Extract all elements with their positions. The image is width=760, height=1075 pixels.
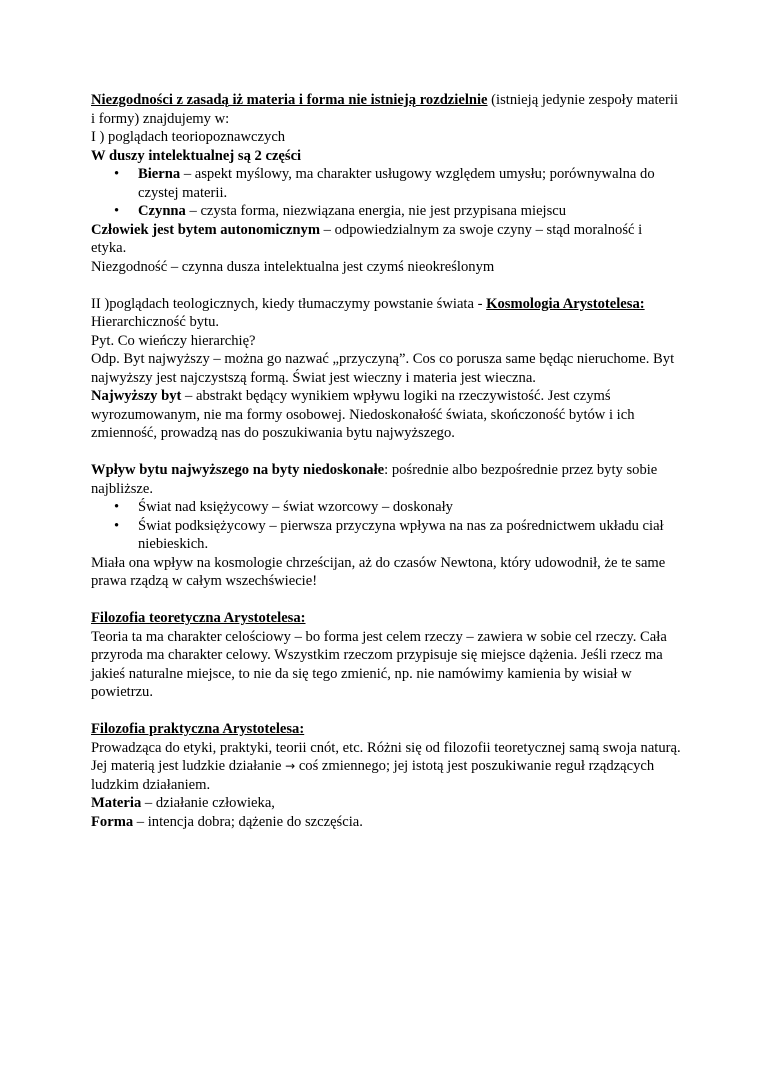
- list-item: • Świat podksiężycowy – pierwsza przyczyna wpływa na nas za pośrednictwem układu ciał niebieskich.: [114, 517, 664, 552]
- soul-parts-list: [91, 165, 681, 221]
- intro-heading: Niezgodności z zasadą iż materia i forma nie istnieją rozdzielnie: [91, 92, 488, 108]
- theoretical-paragraph: Teoria ta ma charakter celościowy – bo forma jest celem rzeczy – zawiera w sobie cel rzeczy. Cała przyroda ma charakter celowy. Wszystkim rzeczom przypisuje się miejsce dążenia. Jeśli rzecz ma jakieś naturalne miejsce, to nie da się tego zmienić, np. nie namówimy kamienia by wisiał w powietrzu.: [91, 628, 667, 700]
- list-item: • Bierna – aspekt myślowy, ma charakter usługowy względem umysłu; porównywalna do czystej materii.: [114, 166, 655, 201]
- section1-title: I ) poglądach teoriopoznawczych: [91, 129, 286, 145]
- intro-paragraph: [91, 91, 681, 128]
- list-item: • Świat nad księżycowy – świat wzorcowy – doskonały: [114, 499, 453, 515]
- list-item: • Czynna – czysta forma, niezwiązana energia, nie jest przypisana miejscu: [114, 203, 567, 219]
- arrow-right-icon: →: [285, 759, 296, 773]
- cosmology-heading: Kosmologia Arystotelesa:: [486, 295, 645, 312]
- materia-paragraph: Materia – działanie człowieka,: [91, 795, 275, 811]
- forma-paragraph: Forma – intencja dobra; dążenie do szczęścia.: [91, 813, 363, 830]
- worlds-list: [91, 498, 681, 554]
- bullet-icon: •: [114, 499, 120, 515]
- practical-paragraph: Prowadząca do etyki, praktyki, teorii cnót, etc. Różni się od filozofii teoretycznej samą swoja naturą.: [91, 739, 681, 756]
- practical-heading: Filozofia praktyczna Arystotelesa:: [91, 721, 305, 737]
- bullet-icon: •: [114, 166, 120, 182]
- intro-rest: (istnieją jedynie zespoły materii i formy) znajdujemy w:: [91, 92, 678, 127]
- section2-heading: II )poglądach teologicznych, kiedy tłumaczymy powstanie świata - Kosmologia Arystotelesa:: [91, 295, 645, 312]
- incongruity-paragraph: Niezgodność – czynna dusza intelektualna jest czymś nieokreślonym: [91, 258, 495, 275]
- paragraph: Hierarchiczność bytu.: [91, 314, 220, 330]
- matter-paragraph: Jej materią jest ludzkie działanie → coś zmiennego; jej istotą jest poszukiwanie reguł rządzących ludzkim działaniem.: [91, 758, 655, 793]
- autonomy-paragraph: Człowiek jest bytem autonomicznym – odpowiedzialnym za swoje czyny – stąd moralność i etyka.: [91, 221, 643, 256]
- bullet-icon: •: [114, 203, 120, 219]
- paragraph: Odp. Byt najwyższy – można go nazwać „przyczyną”. Cos co porusza same będąc nieruchome. Byt najwyższy jest najczystszą formą. Świat jest wieczny i materia jest wieczna.: [91, 351, 675, 386]
- influence-paragraph: Wpływ bytu najwyższego na byty niedoskonałe: pośrednie albo bezpośrednie przez byty sobie najbliższe.: [91, 462, 658, 497]
- paragraph: Pyt. Co wieńczy hierarchię?: [91, 332, 256, 349]
- document-page: [91, 91, 681, 831]
- bullet-icon: •: [114, 517, 120, 534]
- highest-being-paragraph: Najwyższy byt – abstrakt będący wynikiem wpływu logiki na rzeczywistość. Jest czymś wyrozumowanym, nie ma formy osobowej. Niedoskonałość świata, skończoność bytów i ich zmienność, prowadzą nas do poszukiwania bytu najwyższego.: [91, 388, 635, 441]
- impact-paragraph: Miała ona wpływ na kosmologie chrześcijan, aż do czasów Newtona, który udowodnił, że te same prawa rządzą w całym wszechświecie!: [91, 554, 666, 589]
- theoretical-heading: Filozofia teoretyczna Arystotelesa:: [91, 610, 306, 626]
- section1-subheading: W duszy intelektualnej są 2 części: [91, 147, 302, 164]
